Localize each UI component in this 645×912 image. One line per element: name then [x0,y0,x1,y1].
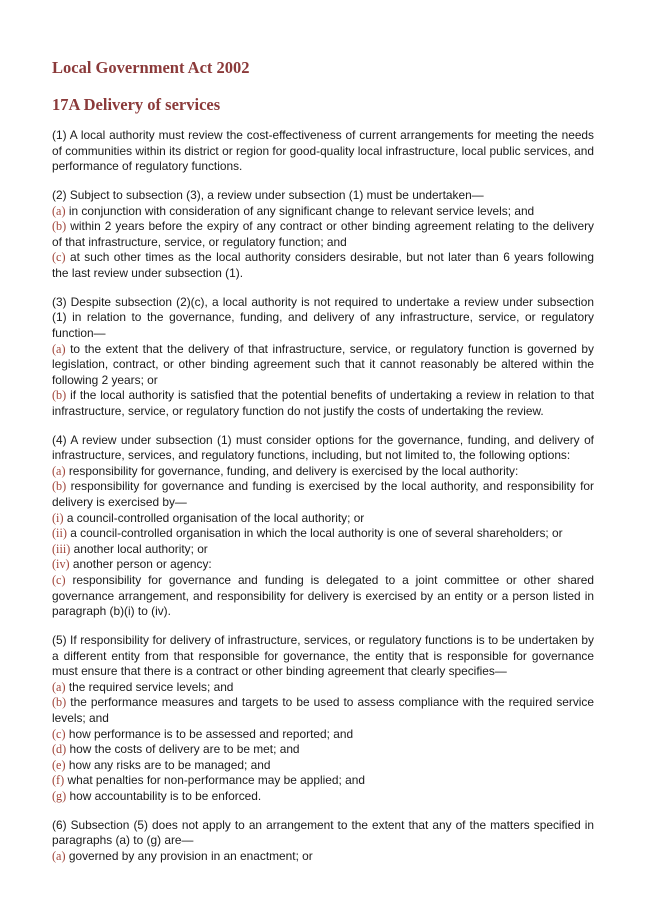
list-item [52,542,594,558]
item-marker: (iii) [52,541,71,556]
list-item [52,204,594,220]
item-text: the required service levels; and [68,679,234,694]
item-text: responsibility for governance and funding is exercised by the local authority, and responsibility for delivery is exercised by— [52,479,594,510]
item-marker: (g) [52,788,67,803]
item-text: the performance measures and targets to be used to assess compliance with the required service levels; and [52,695,594,725]
item-marker: (a) [52,848,66,863]
item-marker: (c) [52,726,66,741]
item-marker: (ii) [52,526,67,541]
list-item [52,573,594,620]
item-text: how any risks are to be managed; and [68,757,271,772]
list-item [52,511,594,527]
item-text: what penalties for non-performance may be applied; and [67,773,365,788]
list-item [52,727,594,743]
item-text: at such other times as the local authority considers desirable, but not later than 6 years following the last review under subsection (1). [52,250,594,280]
subsection-text: (2) Subject to subsection (3), a review under subsection (1) must be undertaken— [52,187,484,202]
item-marker: (c) [52,250,66,265]
item-marker: (f) [52,773,65,788]
subsection-text: (4) A review under subsection (1) must consider options for the governance, funding, and delivery of infrastructure, services, and regulatory functions, including, but not limited to, the following options: [52,432,594,463]
document-page [52,58,594,878]
item-text: a council-controlled organisation of the local authority; or [66,510,365,525]
list-item [52,695,594,726]
act-title: Local Government Act 2002 [52,58,250,77]
subsection-3 [52,295,594,420]
item-marker: (a) [52,203,66,218]
list-item [52,479,594,510]
subsection-text: (6) Subsection (5) does not apply to an arrangement to the extent that any of the matters specified in paragraphs (a) to (g) are— [52,817,594,848]
list-item [52,680,594,696]
item-text: governed by any provision in an enactment; or [68,848,313,863]
item-text: in conjunction with consideration of any significant change to relevant service levels; and [68,203,535,218]
list-item [52,557,594,573]
section-title: 17A Delivery of services [52,95,221,114]
item-text: to the extent that the delivery of that infrastructure, service, or regulatory function is governed by legislation, contract, or other binding agreement such that it cannot reasonably be altered within the following 2 years; or [52,341,594,387]
item-marker: (a) [52,341,66,356]
item-marker: (b) [52,479,67,494]
item-marker: (a) [52,679,66,694]
list-item [52,758,594,774]
subsection-2 [52,188,594,282]
item-text: responsibility for governance and funding is delegated to a joint committee or other shared governance arrangement, and responsibility for delivery is exercised by an entity or a person listed in paragraph (b)(i) to (iv). [52,573,594,619]
item-marker: (b) [52,388,67,403]
subsection-text: (5) If responsibility for delivery of infrastructure, services, or regulatory functions is to be undertaken by a different entity from that responsible for governance, the entity that is responsible for governance must ensure that there is a contract or other binding agreement that clearly specifies— [52,632,594,679]
list-item [52,219,594,250]
subsection-1 [52,128,594,175]
item-text: another local authority; or [73,541,208,556]
item-text: how performance is to be assessed and reported; and [68,726,354,741]
list-item [52,742,594,758]
item-text: responsibility for governance, funding, and delivery is exercised by the local authority: [68,463,519,478]
list-item [52,250,594,281]
subsection-4 [52,433,594,620]
item-marker: (b) [52,219,67,234]
subsection-text: (3) Despite subsection (2)(c), a local authority is not required to undertake a review under subsection (1) in relation to the governance, funding, and delivery of any infrastructure, service, or regulatory function— [52,294,594,340]
item-text: how the costs of delivery are to be met; and [69,742,300,757]
item-text: another person or agency: [72,557,212,572]
item-text: if the local authority is satisfied that the potential benefits of undertaking a review in relation to that infrastructure, service, or regulatory function do not justify the costs of undertaking the review. [52,388,594,418]
item-marker: (d) [52,742,67,757]
list-item [52,342,594,389]
list-item [52,526,594,542]
list-item [52,464,594,480]
item-marker: (i) [52,510,64,525]
item-marker: (b) [52,695,67,710]
item-text: a council-controlled organisation in which the local authority is one of several shareholders; or [70,526,563,541]
list-item [52,849,594,865]
item-marker: (e) [52,757,66,772]
list-item [52,773,594,789]
item-marker: (iv) [52,557,70,572]
subsection-5 [52,633,594,805]
item-text: within 2 years before the expiry of any contract or other binding agreement relating to the delivery of that infrastructure, service, or regulatory function; and [52,219,594,249]
list-item [52,789,594,805]
list-item [52,388,594,419]
item-marker: (c) [52,573,66,587]
subsection-text: (1) A local authority must review the cost-effectiveness of current arrangements for meeting the needs of communities within its district or region for good-quality local infrastructure, local public services, and performance of regulatory functions. [52,128,594,174]
item-marker: (a) [52,463,66,478]
subsection-6 [52,818,594,865]
item-text: how accountability is to be enforced. [69,788,262,803]
